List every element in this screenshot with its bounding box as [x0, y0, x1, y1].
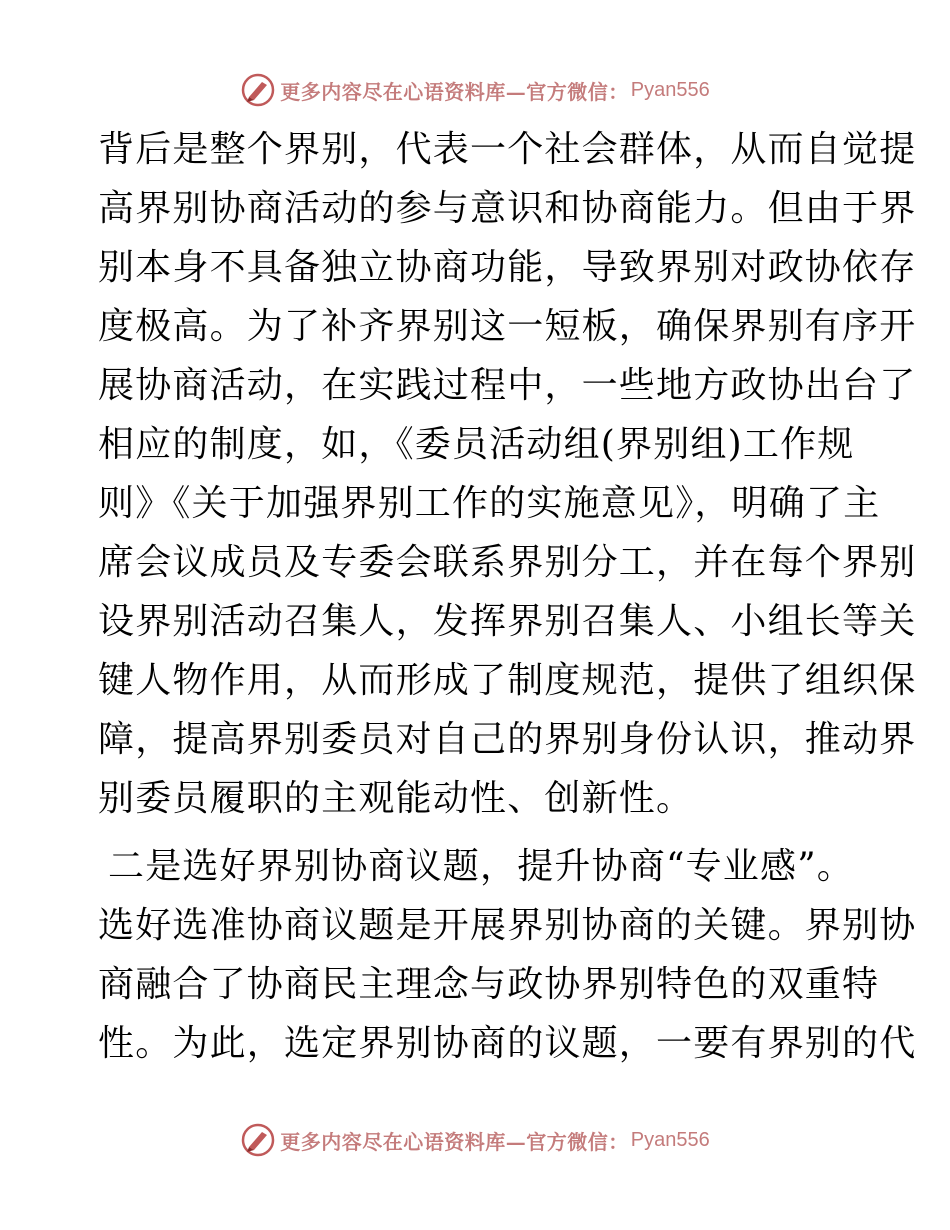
document-body — [98, 120, 917, 1073]
paragraph-2 — [98, 837, 917, 1073]
section-heading-line: 二是选好界别协商议题，提升协商“专业感”。 — [108, 846, 855, 887]
text-line: 展协商活动，在实践过程中，一些地方政协出台了 — [98, 365, 917, 406]
paragraph-1 — [98, 120, 917, 828]
text-line: 高界别协商活动的参与意识和协商能力。但由于界 — [98, 188, 917, 229]
text-line: 键人物作用，从而形成了制度规范，提供了组织保 — [98, 660, 917, 701]
text-line: 商融合了协商民主理念与政协界别特色的双重特 — [98, 964, 880, 1005]
text-line: 背后是整个界别，代表一个社会群体，从而自觉提 — [98, 129, 917, 170]
pen-logo-icon — [240, 72, 276, 108]
header-watermark — [0, 70, 950, 110]
watermark-text: 更多内容尽在心语资料库—官方微信： — [280, 79, 629, 104]
text-line: 选好选准协商议题是开展界别协商的关键。界别协 — [98, 905, 917, 946]
text-line: 度极高。为了补齐界别这一短板，确保界别有序开 — [98, 306, 917, 347]
text-line: 别本身不具备独立协商功能，导致界别对政协依存 — [98, 247, 917, 288]
text-line: 则》《关于加强界别工作的实施意见》，明确了主 — [98, 483, 881, 524]
text-line: 席会议成员及专委会联系界别分工，并在每个界别 — [98, 542, 917, 583]
watermark-text: 更多内容尽在心语资料库—官方微信： — [280, 1129, 629, 1154]
footer-watermark — [0, 1120, 950, 1160]
text-line: 障，提高界别委员对自己的界别身份认识，推动界 — [98, 719, 917, 760]
text-line: 相应的制度，如，《委员活动组(界别组)工作规 — [98, 424, 855, 465]
pen-logo-icon — [240, 1122, 276, 1158]
watermark-wechat-id: Pyan556 — [630, 1128, 710, 1151]
text-line: 设界别活动召集人，发挥界别召集人、小组长等关 — [98, 601, 917, 642]
watermark-wechat-id: Pyan556 — [630, 78, 710, 101]
text-line: 性。为此，选定界别协商的议题，一要有界别的代 — [98, 1023, 917, 1064]
text-line: 别委员履职的主观能动性、创新性。 — [98, 778, 694, 819]
